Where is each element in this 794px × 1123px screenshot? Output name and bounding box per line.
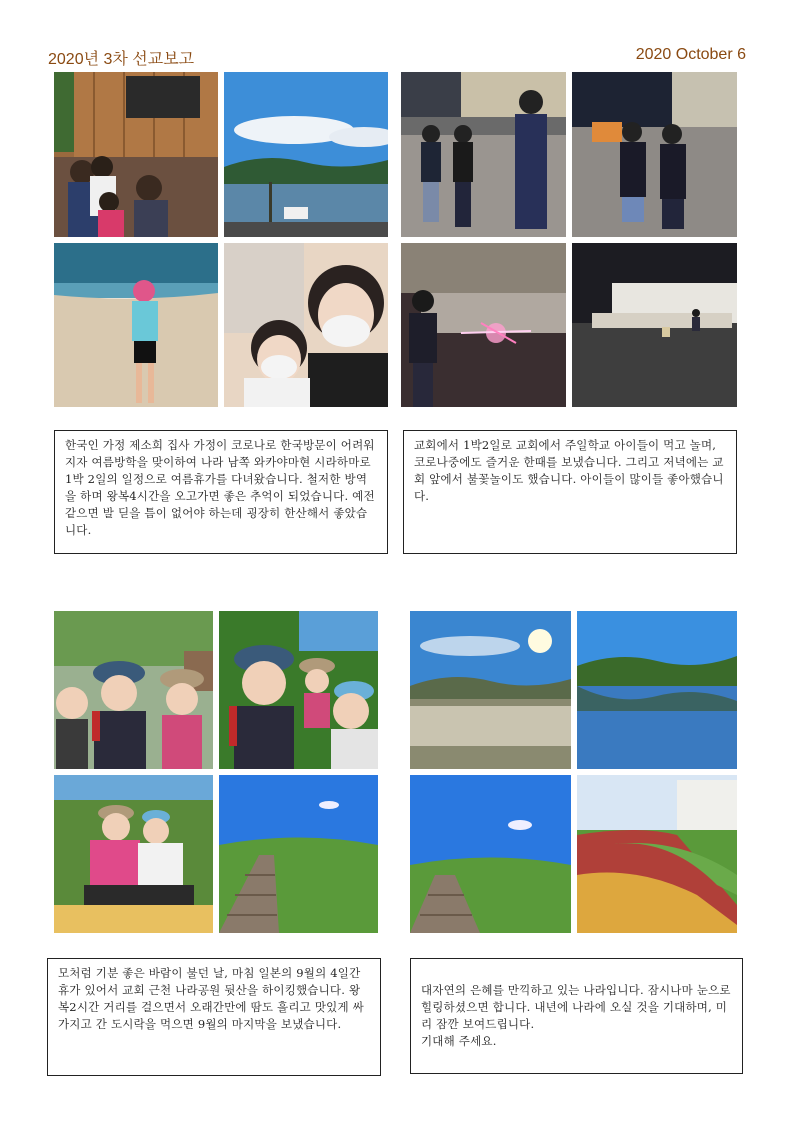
caption-hiking: 모처럼 기분 좋은 바람이 불던 날, 마침 일본의 9월의 4일간 휴가 있어서 교회 근천 나라공원 뒷산을 하이킹했습니다. 왕복2시간 거리를 걸으면서 오래간만에 땀도 흘리고 맛있게 싸 가지고 간 도시락을 먹으면 9월의 마지막을 보냈습니다. [47,958,381,1076]
harbor-view-photo [224,72,388,237]
two-girls-street-photo [572,72,737,237]
caption-church-retreat: 교회에서 1박2일로 교회에서 주일학교 아이들이 먹고 놀며, 코로나중에도 즐거운 한때를 보냈습니다. 그리고 저녁에는 교회 앞에서 불꽃놀이도 했습니다. 아이들이 많이들 좋아했습니다. [403,430,737,554]
picnic-two-people-photo [54,775,213,933]
hiking-group-selfie-2-photo [219,611,378,769]
lake-reflection-photo [577,611,737,769]
report-date: 2020 October 6 [635,46,746,63]
children-street-night-photo [401,72,566,237]
flower-garden-stadium-photo [577,775,737,933]
beach-child-photo [54,243,218,407]
caption-nature: 대자연의 은혜를 만끽하고 있는 나라입니다. 잠시나마 눈으로 힐링하셨으면 합니다. 내년에 나라에 오실 것을 기대하며, 미리 잠깐 보여드립니다. 기대해 주세요. [410,958,743,1074]
hiking-group-selfie-photo [54,611,213,769]
caption-summer-vacation: 한국인 가정 제소희 집사 가정이 코로나로 한국방문이 어려워지자 여름방학을 맞이하여 나라 남쪽 와카야마현 시라하마로 1박 2일의 일정으로 여름휴가를 다녀왔습니다. 철저한 방역을 하며 왕복4시간을 오고가면 좋은 추억이 되었습니다. 예전 같으면 발 딛을 틈이 없어야 하는데 굉장히 한산해서 좋았습니다. [54,430,388,554]
page-title: 2020년 3차 선교보고 [48,51,195,68]
resort-entrance-family-photo [54,72,218,237]
pampas-grass-field-photo [410,611,571,769]
mother-daughter-selfie-photo [224,243,388,407]
grass-slope-steps-photo [410,775,571,933]
stone-steps-hill-photo [219,775,378,933]
fireworks-girl-photo [401,243,566,407]
night-churchyard-photo [572,243,737,407]
